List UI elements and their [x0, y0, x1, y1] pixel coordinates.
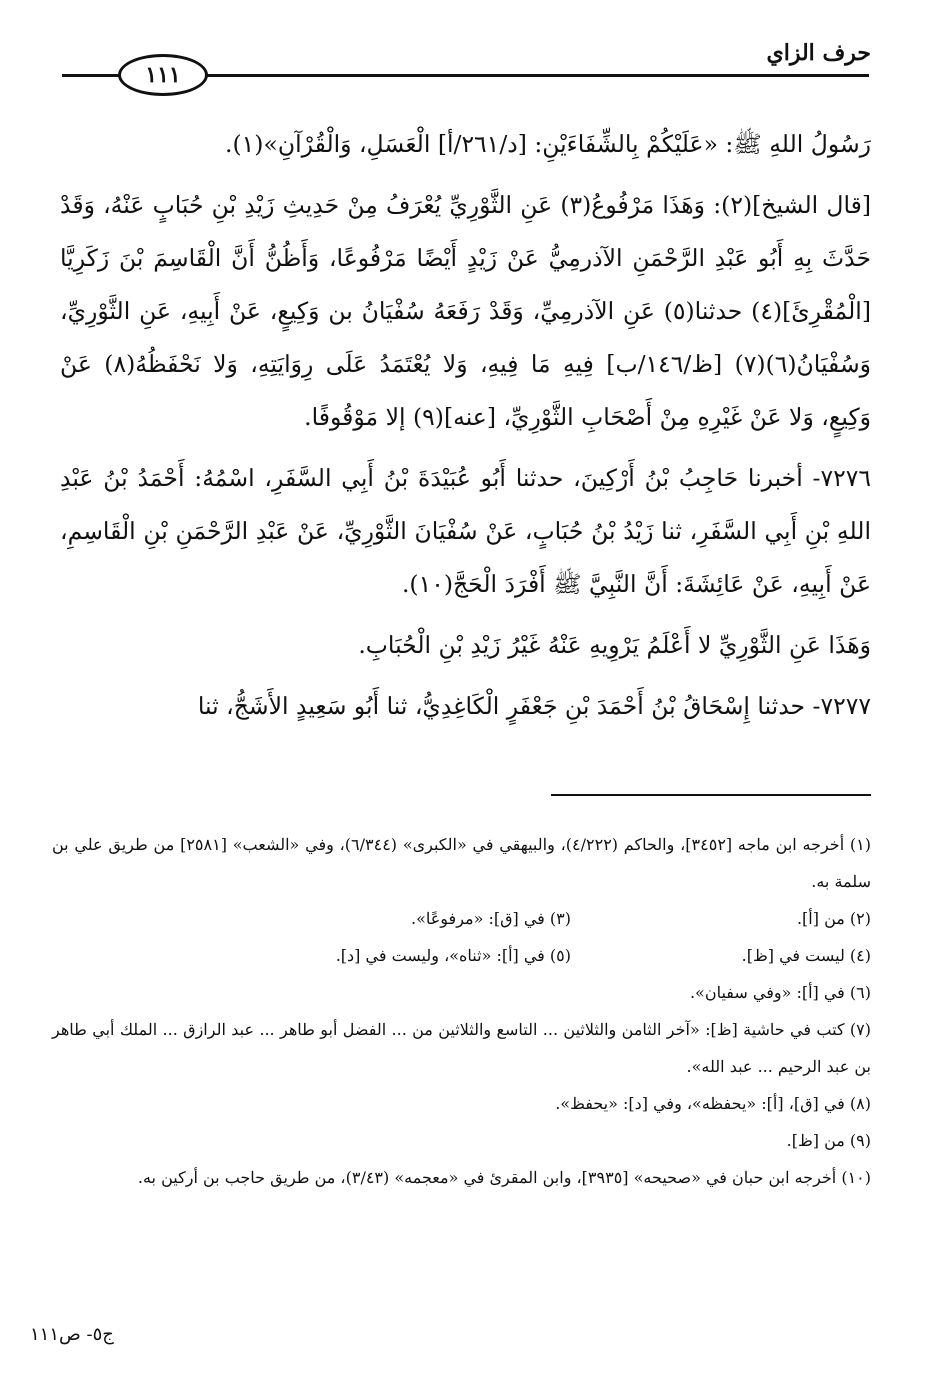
footnote-separator	[551, 794, 871, 796]
paragraph-hadith-7277: ٧٢٧٧- حدثنا إِسْحَاقُ بْنُ أَحْمَدَ بْنِ جَعْفَرٍ الْكَاغِدِيُّ، ثنا أَبُو سَعِيدٍ الأَشَجُّ، ثنا	[197, 692, 871, 720]
footnote-row	[52, 900, 871, 937]
page-number: ١١١	[145, 62, 181, 88]
footnote-4: (٤) ليست في [ظ].	[741, 946, 871, 965]
footnote-9: (٩) من [ظ].	[786, 1131, 871, 1150]
footnote-5: (٥) في [أ]: «ثناه»، وليست في [د].	[335, 946, 571, 965]
footnote-row	[52, 937, 871, 974]
chapter-title: حرف الزاي	[766, 40, 871, 66]
paragraph-4: وَهَذَا عَنِ الثَّوْرِيِّ لا أَعْلَمُ يَرْوِيهِ عَنْهُ غَيْرُ زَيْدِ بْنِ الْحُبَابِ.	[358, 631, 871, 659]
footnote-7: (٧) كتب في حاشية [ظ]: «آخر الثامن والثلاثين ... التاسع والثلاثين من ... الفضل أبو طاهر ... عبد الرازق ... الملك أبي طاهر بن عبد الرحيم ... عبد الله».	[52, 1020, 871, 1076]
footnote-8: (٨) في [ق]، [أ]: «يحفظه»، وفي [د]: «يحفظ».	[555, 1094, 871, 1113]
paragraph-hadith-7276: ٧٢٧٦- أخبرنا حَاجِبُ بْنُ أَرْكِينَ، حدثنا أَبُو عُبَيْدَةَ بْنُ أَبِي السَّفَرِ، اسْمُهُ: أَحْمَدُ بْنُ عَبْدِ اللهِ بْنِ أَبِي السَّفَرِ، ثنا زَيْدُ بْنُ حُبَابٍ، عَنْ سُفْيَانَ الثَّوْرِيِّ، عَنْ عَبْدِ الرَّحْمَنِ بْنِ الْقَاسِمِ، عَنْ أَبِيهِ، عَنْ عَائِشَةَ: أَنَّ النَّبِيَّ ﷺ أَفْرَدَ الْحَجَّ(١٠).	[60, 464, 871, 598]
footnote-6: (٦) في [أ]: «وفي سفيان».	[689, 983, 871, 1002]
main-text	[60, 118, 871, 741]
footnote-1: (١) أخرجه ابن ماجه [٣٤٥٢]، والحاكم (٤/٢٢٢)، والبيهقي في «الكبرى» (٦/٣٤٤)، وفي «الشعب» [٢٥٨١] من طريق علي بن سلمة به.	[52, 835, 872, 891]
footnotes	[52, 826, 871, 1196]
paragraph-1: رَسُولُ اللهِ ﷺ: «عَلَيْكُمْ بِالشِّفَاءَيْنِ: [د/٢٦١/أ] الْعَسَلِ، وَالْقُرْآنِ»(١).	[225, 130, 871, 158]
paragraph-2: [قال الشيخ](٢): وَهَذَا مَرْفُوعُ(٣) عَنِ الثَّوْرِيِّ يُعْرَفُ مِنْ حَدِيثِ زَيْدِ بْنِ حُبَابٍ عَنْهُ، وَقَدْ حَدَّثَ بِهِ أَبُو عَبْدِ الرَّحْمَنِ الآذرمِيُّ عَنْ زَيْدٍ أَيْضًا مَرْفُوعًا، وَأَظُنُّ أَنَّ الْقَاسِمَ بْنَ زَكَرِيَّا [الْمُقْرِئَ](٤) حدثنا(٥) عَنِ الآذرمِيِّ، وَقَدْ رَفَعَهُ سُفْيَانُ بن وَكِيعٍ، عَنْ أَبِيهِ، عَنِ الثَّوْرِيِّ، وَسُفْيَانُ(٦)(٧) [ظ/١٤٦/ب] فِيهِ مَا فِيهِ، وَلا يُعْتَمَدُ عَلَى رِوَايَتِهِ، وَلا نَحْفَظُهُ(٨) عَنْ وَكِيعٍ، وَلا عَنْ غَيْرِهِ مِنْ أَصْحَابِ الثَّوْرِيِّ، [عنه](٩) إلا مَوْقُوفًا.	[60, 191, 872, 431]
volume-page-reference: ج٥- ص١١١	[30, 1324, 114, 1345]
footnote-3: (٣) في [ق]: «مرفوعًا».	[410, 909, 571, 928]
footnote-10: (١٠) أخرجه ابن حبان في «صحيحه» [٣٩٣٥]، وابن المقرئ في «معجمه» (٣/٤٣)، من طريق حاجب بن أركين به.	[137, 1168, 871, 1187]
page-number-badge	[118, 54, 208, 96]
footnote-2: (٢) من [أ].	[796, 909, 871, 928]
